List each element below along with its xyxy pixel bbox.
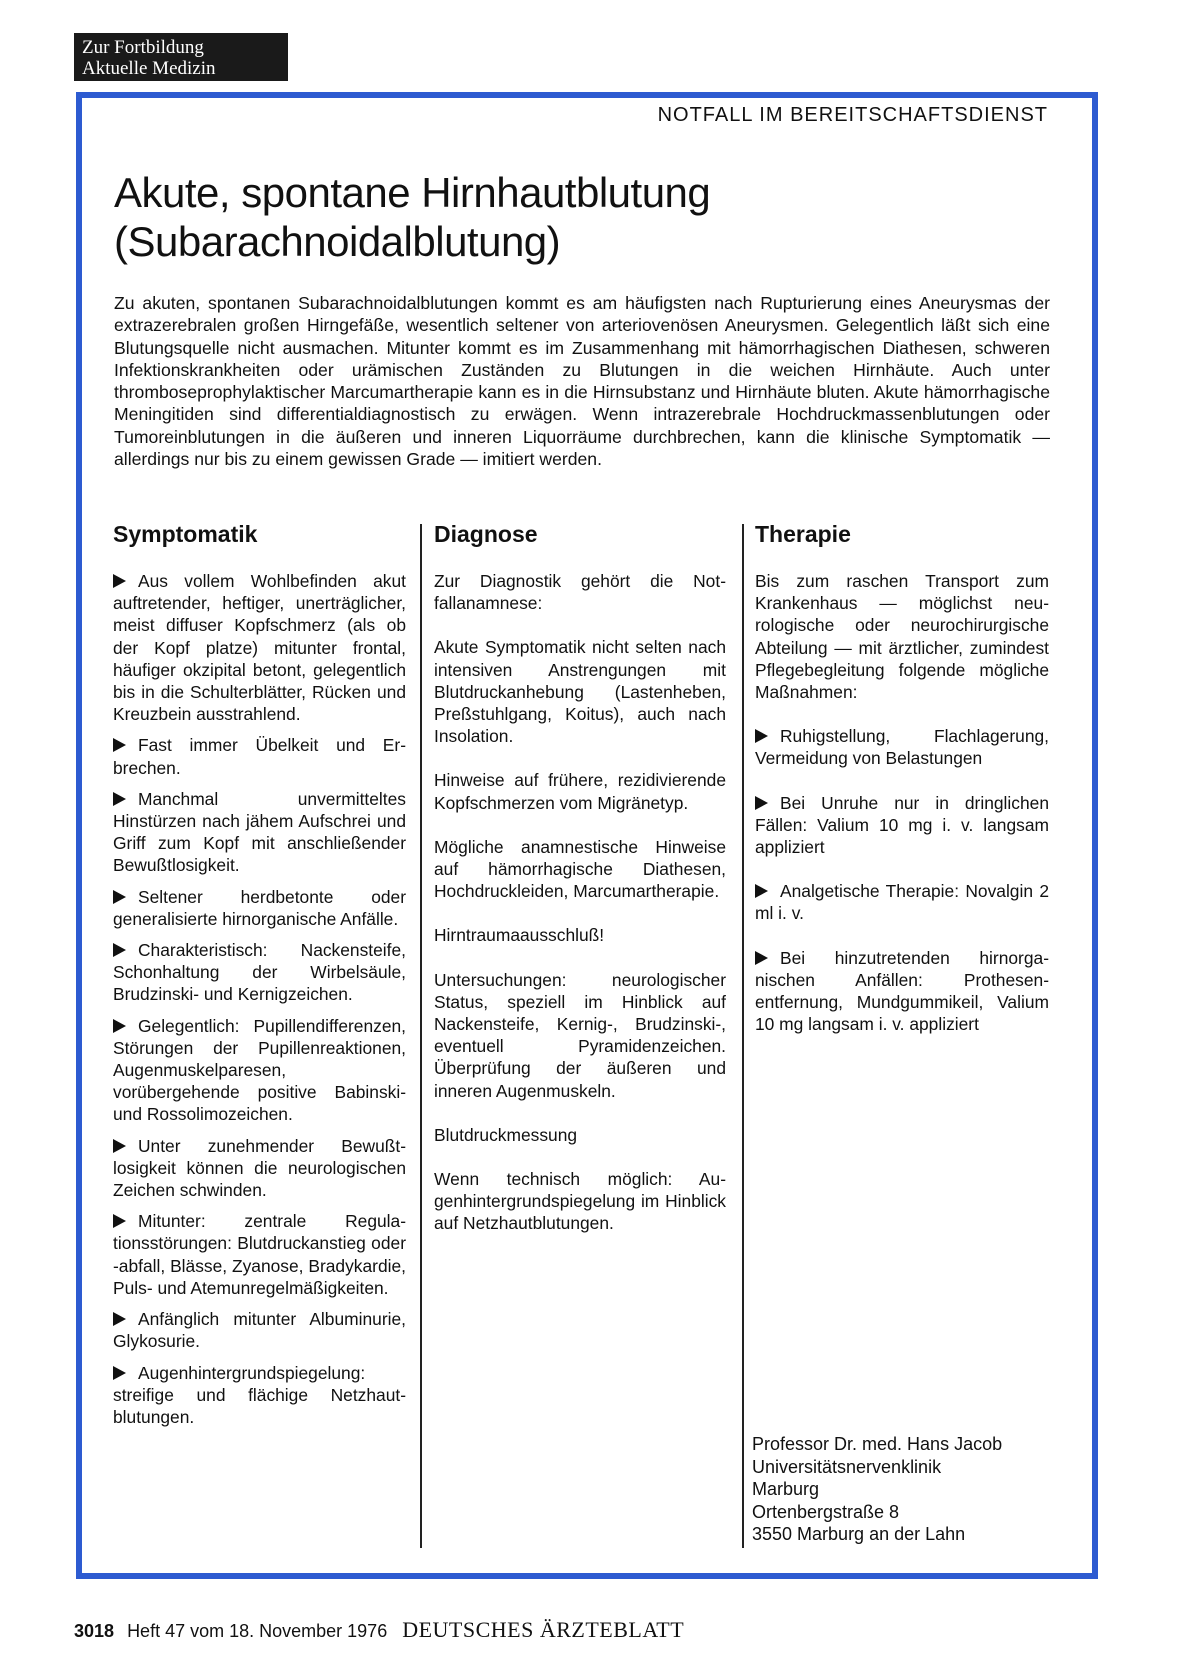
- title-line-2: (Subarachnoidalblutung): [114, 218, 561, 265]
- kicker-label: [74, 33, 288, 81]
- therapie-item: Ruhigstellung, Flachlagerung, Vermeidung von Belastungen: [755, 726, 1049, 769]
- bullet-triangle-icon: [113, 574, 126, 588]
- author-street: Ortenbergstraße 8: [752, 1501, 900, 1522]
- diagnose-paragraph: Hirntraumaausschluß!: [434, 925, 605, 946]
- author-name: Professor Dr. med. Hans Jacob: [752, 1434, 1003, 1454]
- symptom-item: Mitunter: zentrale Regulationsstörungen: Blutdruckanstieg oder -abfall, Blässe, Zyanose, Bradykardie, Puls- und Atemunregelmäßigkeiten.: [113, 1211, 406, 1298]
- author-institution: Universitätsnervenklinik: [752, 1456, 942, 1477]
- diagnose-paragraph: Hinweise auf frühere, rezidivierende Kopfschmerzen vom Migränetyp.: [434, 770, 726, 813]
- bullet-triangle-icon: [113, 1366, 126, 1380]
- bullet-triangle-icon: [113, 1019, 126, 1033]
- bullet-triangle-icon: [755, 951, 768, 965]
- symptom-item: Aus vollem Wohlbefinden akut auftretender, heftiger, unerträglicher, meist diffuser Kopfschmerz (als ob der Kopf platze) mitunter frontal, häufiger okzipital betont, gelegentlich bis in die Schulterblätter, Rücken und Kreuzbein ausstrahlend.: [113, 571, 406, 725]
- bullet-triangle-icon: [113, 792, 126, 806]
- therapie-heading: Therapie: [755, 521, 851, 547]
- author-city: Marburg: [752, 1479, 820, 1499]
- diagnose-paragraph: Wenn technisch möglich: Augenhintergrundspiegelung im Hinblick auf Netzhautblutungen.: [434, 1169, 726, 1234]
- symptom-item: Seltener herdbetonte oder generalisierte hirnorganische Anfälle.: [113, 886, 406, 929]
- symptom-item: Charakteristisch: Nackensteife, Schonhaltung der Wirbelsäule, Brudzinski- und Kernigzeichen.: [113, 940, 406, 1005]
- diagnose-paragraph: Akute Symptomatik nicht selten nach intensiven Anstrengungen mit Blutdruckanhebung (Lastenheben, Preßstuhlgang, Koitus), auch nach Insolation.: [434, 637, 726, 747]
- author-postal: 3550 Marburg an der Lahn: [752, 1524, 966, 1544]
- symptom-item: Fast immer Übelkeit und Erbrechen.: [113, 735, 406, 778]
- page-footer: [74, 1617, 684, 1643]
- issue-info: Heft 47 vom 18. November 1976: [127, 1621, 388, 1641]
- bullet-triangle-icon: [755, 729, 768, 743]
- column-therapie: [755, 520, 1049, 1057]
- bullet-triangle-icon: [755, 796, 768, 810]
- column-divider-2: [742, 524, 744, 1548]
- bullet-triangle-icon: [755, 884, 768, 898]
- bullet-triangle-icon: [113, 1139, 126, 1153]
- bullet-triangle-icon: [113, 1214, 126, 1228]
- symptom-item: Anfänglich mitunter Albuminurie, Glykosurie.: [113, 1309, 406, 1352]
- section-label: NOTFALL IM BEREITSCHAFTSDIENST: [657, 104, 1048, 126]
- diagnose-paragraph: Untersuchungen: neurologischer Status, speziell im Hinblick auf Nackensteife, Kernig-, Brudzinski-, eventuell Pyramidenzeichen. Überprüfung der äußeren und inneren Augenmuskeln.: [434, 969, 726, 1101]
- symptom-item: Augenhintergrundspiegelung: streifige und flächige Netzhautblutungen.: [113, 1362, 406, 1427]
- author-address: [752, 1433, 1052, 1546]
- symptom-item: Manchmal unvermitteltes Hinstürzen nach jähem Aufschrei und Griff zum Kopf mit anschließender Bewußtlosigkeit.: [113, 788, 406, 876]
- magazine-name: DEUTSCHES ÄRZTEBLATT: [402, 1617, 685, 1642]
- article-title: [114, 168, 1054, 266]
- therapie-item: Analgetische Therapie: Novalgin 2 ml i. v.: [755, 881, 1049, 924]
- diagnose-heading: Diagnose: [434, 521, 538, 547]
- column-diagnose: [434, 520, 726, 1257]
- bullet-triangle-icon: [113, 943, 126, 957]
- title-line-1: Akute, spontane Hirnhautblutung: [114, 169, 711, 216]
- diagnose-paragraph: Blutdruckmessung: [434, 1124, 578, 1145]
- symptomatik-heading: Symptomatik: [113, 521, 258, 547]
- column-symptomatik: [113, 520, 406, 1437]
- therapie-item: Bei Unruhe nur in dringlichen Fällen: Valium 10 mg i. v. langsam appliziert: [755, 792, 1049, 858]
- therapie-item: Bei hinzutretenden hirnorganischen Anfällen: Prothesenentfernung, Mundgummikeil, Valium 10 mg langsam i. v. appliziert: [755, 947, 1049, 1035]
- bullet-triangle-icon: [113, 890, 126, 904]
- diagnose-paragraph: Mögliche anamnestische Hinweise auf hämorrhagische Diathesen, Hochdruckleiden, Marcumartherapie.: [434, 836, 726, 902]
- kicker-line-1: Zur Fortbildung: [82, 37, 204, 58]
- page-number: 3018: [74, 1621, 115, 1641]
- symptom-item: Gelegentlich: Pupillendifferenzen, Störungen der Pupillenreaktionen, Augenmuskelparesen, vorübergehende positive Babinski- und Rossolimozeichen.: [113, 1015, 406, 1125]
- intro-paragraph: Zu akuten, spontanen Subarachnoidalblutungen kommt es am häufigsten nach Rupturierung eines Aneurysmas der extrazerebralen großen Hirngefäße, wesentlich seltener von arteriovenösen Aneurysmen. Gelegentlich läßt sich eine Blutungsquelle nicht ausmachen. Mitunter kommt es im Zusammenhang mit hämorrhagischen Diathesen, schweren Infektionskrankheiten oder urämischen Zuständen zu Blutungen in die weichen Hirnhäute. Auch unter thromboseprophylaktischer Marcumartherapie kann es in die Hirnsubstanz und Hirnhäute bluten. Akute hämorrhagische Meningitiden sind differentialdiagnostisch zu erwägen. Wenn intrazerebrale Hochdruckmassenblutungen oder Tumoreinblutungen in die äußeren und inneren Liquorräume durchbrechen, kann die klinische Symptomatik — allerdings nur bis zu einem gewissen Grade — imitiert werden.: [114, 293, 1050, 470]
- therapie-intro: Bis zum raschen Transport zum Krankenhaus — möglichst neurologische oder neurochirurgische Abteilung — mit ärztlicher, zumindest Pflegebegleitung folgende mögliche Maßnahmen:: [755, 571, 1049, 703]
- symptom-item: Unter zunehmender Bewußtlosigkeit können die neurologischen Zeichen schwinden.: [113, 1135, 406, 1201]
- diagnose-paragraph: Zur Diagnostik gehört die Notfallanamnese:: [434, 571, 726, 614]
- bullet-triangle-icon: [113, 738, 126, 752]
- kicker-line-2: Aktuelle Medizin: [82, 58, 216, 79]
- bullet-triangle-icon: [113, 1312, 126, 1326]
- column-divider-1: [420, 524, 422, 1548]
